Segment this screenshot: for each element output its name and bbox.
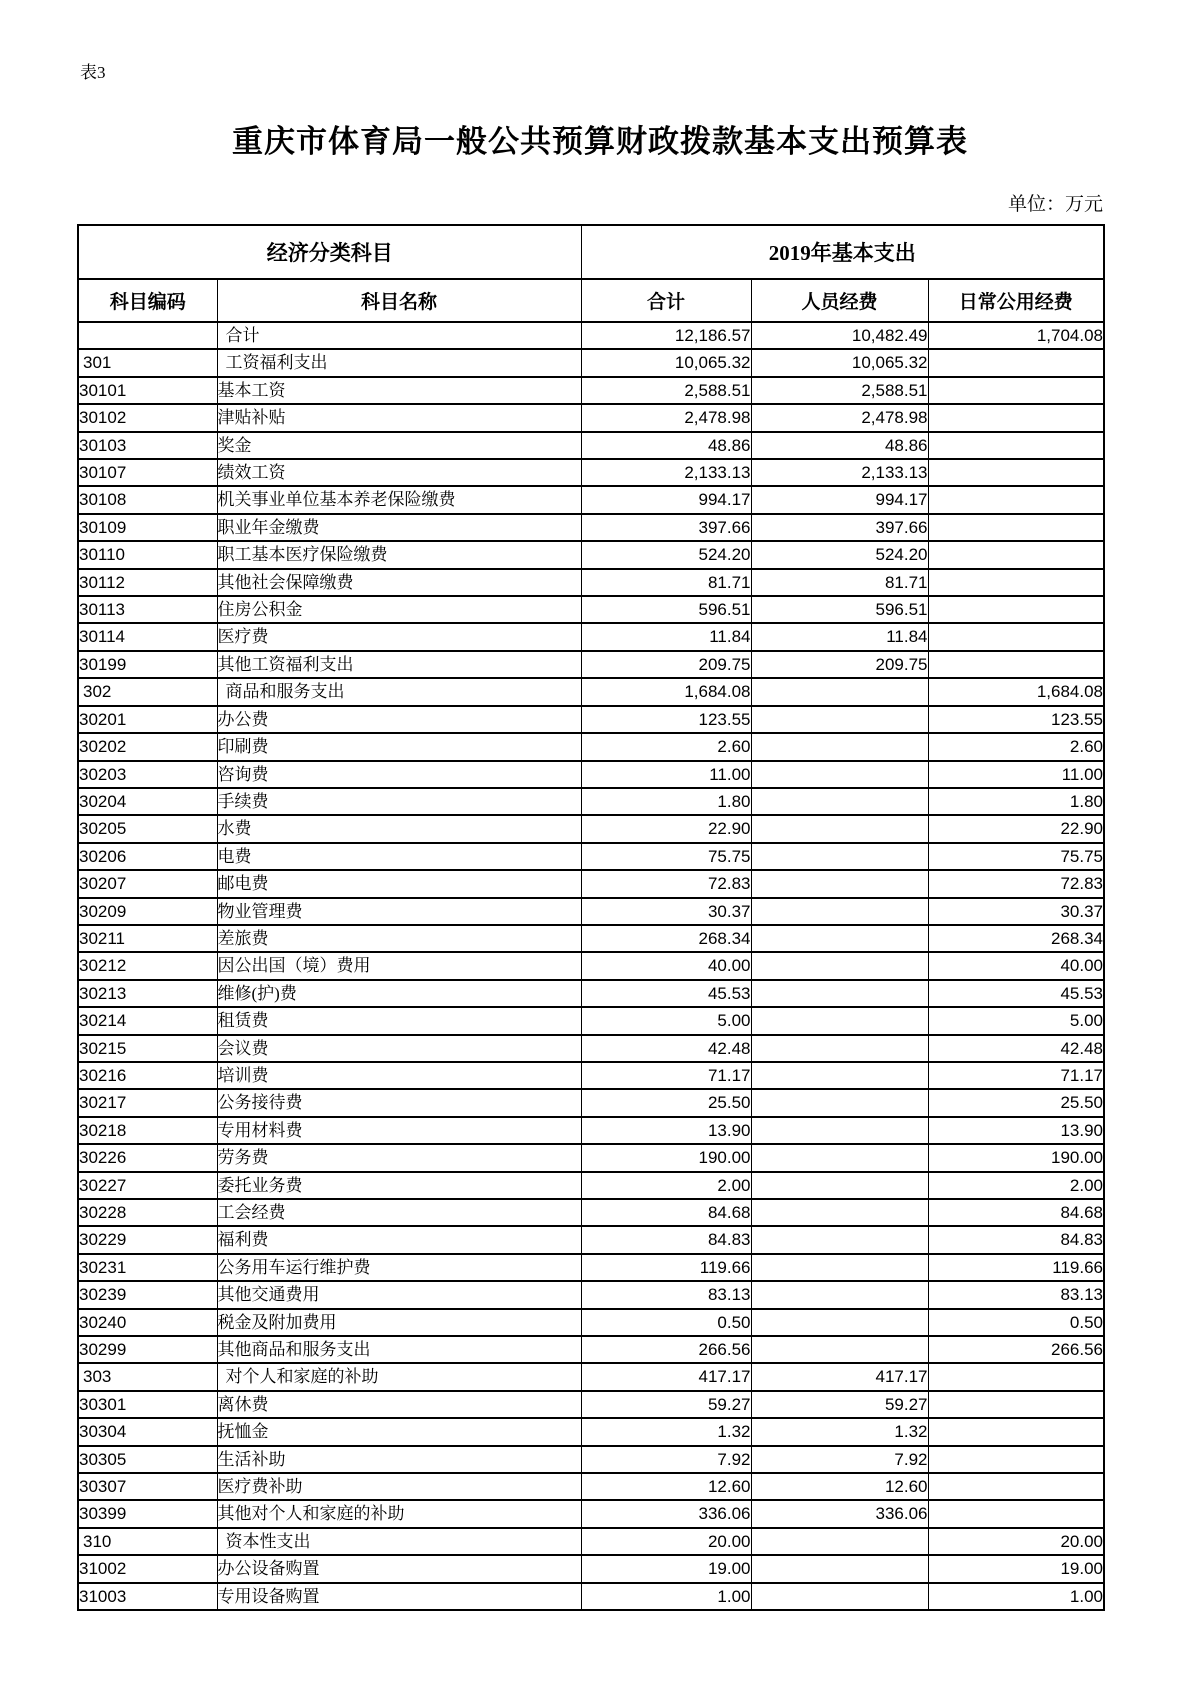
cell-daily: 71.17 [928,1062,1104,1089]
cell-daily [928,349,1104,376]
cell-total: 524.20 [581,541,751,568]
cell-name: 其他交通费用 [217,1281,581,1308]
cell-total: 48.86 [581,432,751,459]
cell-name: 培训费 [217,1062,581,1089]
cell-daily [928,1391,1104,1418]
cell-daily [928,1446,1104,1473]
cell-total: 2.00 [581,1172,751,1199]
cell-code: 30240 [78,1309,217,1336]
cell-name: 住房公积金 [217,596,581,623]
cell-personnel: 2,588.51 [751,377,928,404]
cell-name: 维修(护)费 [217,980,581,1007]
cell-total: 75.75 [581,843,751,870]
cell-total: 1.80 [581,788,751,815]
cell-total: 123.55 [581,706,751,733]
cell-code: 30107 [78,459,217,486]
cell-code: 30231 [78,1254,217,1281]
cell-daily: 1.80 [928,788,1104,815]
cell-code: 31003 [78,1583,217,1610]
cell-total: 994.17 [581,486,751,513]
cell-daily [928,486,1104,513]
header-2019-basic-expenditure: 2019年基本支出 [581,225,1104,279]
sheet-label: 表3 [80,63,106,82]
cell-code: 30113 [78,596,217,623]
cell-code: 30239 [78,1281,217,1308]
cell-personnel: 2,133.13 [751,459,928,486]
cell-daily [928,432,1104,459]
table-row [78,952,1104,979]
cell-personnel: 2,478.98 [751,404,928,431]
table-row [78,980,1104,1007]
column-header-subject-code: 科目编码 [78,279,217,322]
cell-code: 30213 [78,980,217,1007]
cell-name: 资本性支出 [217,1528,581,1555]
table-row [78,1254,1104,1281]
cell-total: 83.13 [581,1281,751,1308]
cell-personnel [751,1035,928,1062]
table-row [78,678,1104,705]
cell-personnel: 81.71 [751,569,928,596]
cell-personnel [751,761,928,788]
cell-name: 生活补助 [217,1446,581,1473]
table-row [78,349,1104,376]
cell-code: 30212 [78,952,217,979]
cell-daily: 20.00 [928,1528,1104,1555]
cell-total: 12.60 [581,1473,751,1500]
cell-personnel [751,706,928,733]
table-row [78,514,1104,541]
cell-name: 抚恤金 [217,1418,581,1445]
cell-name: 津贴补贴 [217,404,581,431]
cell-personnel [751,1089,928,1116]
cell-total: 13.90 [581,1117,751,1144]
cell-total: 12,186.57 [581,322,751,349]
table-row [78,1062,1104,1089]
cell-name: 因公出国（境）费用 [217,952,581,979]
cell-total: 336.06 [581,1500,751,1527]
cell-personnel [751,898,928,925]
cell-daily [928,1500,1104,1527]
cell-name: 其他社会保障缴费 [217,569,581,596]
table-row [78,1500,1104,1527]
cell-code: 30108 [78,486,217,513]
cell-personnel [751,1199,928,1226]
cell-total: 2.60 [581,733,751,760]
cell-total: 20.00 [581,1528,751,1555]
cell-code: 30228 [78,1199,217,1226]
cell-daily [928,459,1104,486]
cell-code: 30109 [78,514,217,541]
cell-code: 30214 [78,1007,217,1034]
cell-name: 印刷费 [217,733,581,760]
cell-total: 1.32 [581,1418,751,1445]
cell-personnel [751,1172,928,1199]
cell-personnel: 596.51 [751,596,928,623]
table-row [78,486,1104,513]
cell-daily: 45.53 [928,980,1104,1007]
cell-daily: 84.68 [928,1199,1104,1226]
table-row [78,815,1104,842]
cell-daily [928,1418,1104,1445]
cell-code: 302 [78,678,217,705]
cell-code: 30209 [78,898,217,925]
table-row [78,788,1104,815]
cell-personnel [751,870,928,897]
cell-name: 邮电费 [217,870,581,897]
cell-daily: 5.00 [928,1007,1104,1034]
cell-total: 7.92 [581,1446,751,1473]
cell-daily [928,623,1104,650]
cell-code: 30399 [78,1500,217,1527]
cell-personnel [751,925,928,952]
table-header-group-row [78,225,1104,279]
cell-total: 45.53 [581,980,751,1007]
cell-total: 81.71 [581,569,751,596]
table-row [78,843,1104,870]
cell-name: 工资福利支出 [217,349,581,376]
cell-name: 会议费 [217,1035,581,1062]
table-row [78,651,1104,678]
cell-code: 30112 [78,569,217,596]
cell-code: 310 [78,1528,217,1555]
table-row [78,1418,1104,1445]
cell-code: 30207 [78,870,217,897]
cell-name: 公务接待费 [217,1089,581,1116]
cell-code: 30101 [78,377,217,404]
cell-daily: 1,704.08 [928,322,1104,349]
cell-personnel [751,980,928,1007]
cell-name: 对个人和家庭的补助 [217,1363,581,1390]
cell-personnel [751,1309,928,1336]
table-row [78,733,1104,760]
cell-daily: 123.55 [928,706,1104,733]
cell-personnel [751,1062,928,1089]
table-row [78,1226,1104,1253]
cell-code: 303 [78,1363,217,1390]
cell-daily: 190.00 [928,1144,1104,1171]
table-row [78,1473,1104,1500]
cell-daily: 0.50 [928,1309,1104,1336]
cell-name: 差旅费 [217,925,581,952]
cell-personnel: 1.32 [751,1418,928,1445]
cell-personnel: 10,482.49 [751,322,928,349]
cell-personnel [751,952,928,979]
cell-total: 40.00 [581,952,751,979]
cell-personnel [751,678,928,705]
table-row [78,1528,1104,1555]
cell-code: 30202 [78,733,217,760]
cell-daily [928,651,1104,678]
cell-daily: 1,684.08 [928,678,1104,705]
cell-code: 30203 [78,761,217,788]
cell-code: 30206 [78,843,217,870]
cell-personnel: 397.66 [751,514,928,541]
cell-personnel [751,1281,928,1308]
cell-daily [928,541,1104,568]
cell-name: 奖金 [217,432,581,459]
table-row [78,1309,1104,1336]
table-row [78,1089,1104,1116]
cell-name: 专用材料费 [217,1117,581,1144]
column-header-personnel: 人员经费 [751,279,928,322]
cell-total: 1.00 [581,1583,751,1610]
table-row [78,706,1104,733]
cell-personnel [751,1117,928,1144]
cell-personnel [751,815,928,842]
cell-total: 5.00 [581,1007,751,1034]
cell-personnel [751,1583,928,1610]
table-row [78,1281,1104,1308]
table-row [78,404,1104,431]
cell-name: 福利费 [217,1226,581,1253]
cell-total: 22.90 [581,815,751,842]
cell-daily: 119.66 [928,1254,1104,1281]
cell-code: 30217 [78,1089,217,1116]
cell-daily: 1.00 [928,1583,1104,1610]
cell-personnel: 994.17 [751,486,928,513]
cell-total: 119.66 [581,1254,751,1281]
cell-name: 委托业务费 [217,1172,581,1199]
cell-daily: 42.48 [928,1035,1104,1062]
cell-name: 其他商品和服务支出 [217,1336,581,1363]
cell-code: 30304 [78,1418,217,1445]
cell-code: 30211 [78,925,217,952]
table-row [78,459,1104,486]
cell-code: 30103 [78,432,217,459]
cell-name: 商品和服务支出 [217,678,581,705]
cell-name: 医疗费补助 [217,1473,581,1500]
cell-code: 30199 [78,651,217,678]
cell-daily: 2.00 [928,1172,1104,1199]
cell-code: 30301 [78,1391,217,1418]
cell-daily [928,1473,1104,1500]
cell-total: 71.17 [581,1062,751,1089]
table-row [78,761,1104,788]
cell-personnel: 12.60 [751,1473,928,1500]
cell-daily: 83.13 [928,1281,1104,1308]
table-row [78,1363,1104,1390]
cell-name: 租赁费 [217,1007,581,1034]
cell-name: 工会经费 [217,1199,581,1226]
cell-daily: 19.00 [928,1555,1104,1582]
budget-table [77,224,1105,1611]
cell-personnel: 11.84 [751,623,928,650]
table-row [78,1035,1104,1062]
cell-personnel [751,1007,928,1034]
cell-name: 职业年金缴费 [217,514,581,541]
table-row [78,870,1104,897]
table-row [78,1199,1104,1226]
cell-code: 30299 [78,1336,217,1363]
cell-personnel [751,1528,928,1555]
cell-code: 30110 [78,541,217,568]
table-row [78,1336,1104,1363]
table-row [78,623,1104,650]
cell-total: 11.84 [581,623,751,650]
cell-total: 268.34 [581,925,751,952]
cell-daily [928,1363,1104,1390]
table-header [78,225,1104,322]
cell-name: 劳务费 [217,1144,581,1171]
cell-code: 30114 [78,623,217,650]
cell-personnel [751,1336,928,1363]
cell-daily: 13.90 [928,1117,1104,1144]
cell-code [78,322,217,349]
cell-name: 其他对个人和家庭的补助 [217,1500,581,1527]
cell-personnel: 48.86 [751,432,928,459]
cell-code: 301 [78,349,217,376]
column-header-subject-name: 科目名称 [217,279,581,322]
cell-daily: 75.75 [928,843,1104,870]
table-body [78,322,1104,1610]
cell-personnel: 336.06 [751,1500,928,1527]
cell-name: 合计 [217,322,581,349]
column-header-daily-public: 日常公用经费 [928,279,1104,322]
cell-name: 其他工资福利支出 [217,651,581,678]
table-row [78,377,1104,404]
cell-personnel: 417.17 [751,1363,928,1390]
cell-personnel: 209.75 [751,651,928,678]
cell-total: 190.00 [581,1144,751,1171]
cell-total: 417.17 [581,1363,751,1390]
cell-total: 72.83 [581,870,751,897]
cell-total: 2,588.51 [581,377,751,404]
page-title: 重庆市体育局一般公共预算财政拨款基本支出预算表 [232,124,968,159]
cell-total: 397.66 [581,514,751,541]
table-row [78,1555,1104,1582]
cell-daily: 25.50 [928,1089,1104,1116]
cell-total: 42.48 [581,1035,751,1062]
cell-total: 0.50 [581,1309,751,1336]
cell-code: 30226 [78,1144,217,1171]
cell-total: 10,065.32 [581,349,751,376]
cell-personnel [751,733,928,760]
cell-code: 30215 [78,1035,217,1062]
cell-code: 30216 [78,1062,217,1089]
cell-daily: 40.00 [928,952,1104,979]
cell-daily [928,569,1104,596]
cell-code: 30307 [78,1473,217,1500]
cell-name: 专用设备购置 [217,1583,581,1610]
cell-name: 绩效工资 [217,459,581,486]
cell-name: 基本工资 [217,377,581,404]
cell-name: 手续费 [217,788,581,815]
cell-total: 266.56 [581,1336,751,1363]
table-row [78,1583,1104,1610]
cell-daily: 30.37 [928,898,1104,925]
cell-name: 税金及附加费用 [217,1309,581,1336]
cell-name: 电费 [217,843,581,870]
cell-daily [928,514,1104,541]
cell-code: 30102 [78,404,217,431]
cell-code: 30305 [78,1446,217,1473]
cell-total: 25.50 [581,1089,751,1116]
cell-name: 机关事业单位基本养老保险缴费 [217,486,581,513]
cell-code: 30218 [78,1117,217,1144]
table-row [78,1117,1104,1144]
cell-personnel [751,843,928,870]
cell-personnel: 10,065.32 [751,349,928,376]
cell-total: 84.83 [581,1226,751,1253]
table-row [78,541,1104,568]
cell-daily: 11.00 [928,761,1104,788]
cell-total: 2,478.98 [581,404,751,431]
cell-personnel: 524.20 [751,541,928,568]
cell-daily: 2.60 [928,733,1104,760]
cell-name: 办公设备购置 [217,1555,581,1582]
cell-name: 医疗费 [217,623,581,650]
cell-personnel [751,1254,928,1281]
cell-name: 物业管理费 [217,898,581,925]
cell-name: 职工基本医疗保险缴费 [217,541,581,568]
cell-daily [928,377,1104,404]
cell-name: 咨询费 [217,761,581,788]
header-economic-classification: 经济分类科目 [78,225,581,279]
table-row [78,1172,1104,1199]
cell-total: 19.00 [581,1555,751,1582]
column-header-total: 合计 [581,279,751,322]
cell-daily: 22.90 [928,815,1104,842]
cell-total: 59.27 [581,1391,751,1418]
cell-name: 公务用车运行维护费 [217,1254,581,1281]
cell-total: 30.37 [581,898,751,925]
table-row [78,569,1104,596]
cell-daily: 266.56 [928,1336,1104,1363]
cell-daily: 268.34 [928,925,1104,952]
table-row [78,898,1104,925]
cell-total: 209.75 [581,651,751,678]
cell-personnel [751,1555,928,1582]
cell-code: 30227 [78,1172,217,1199]
cell-daily: 72.83 [928,870,1104,897]
cell-total: 2,133.13 [581,459,751,486]
cell-code: 30205 [78,815,217,842]
cell-code: 30229 [78,1226,217,1253]
cell-personnel: 59.27 [751,1391,928,1418]
table-header-columns-row [78,279,1104,322]
cell-name: 离休费 [217,1391,581,1418]
table-row [78,1391,1104,1418]
table-row [78,1007,1104,1034]
cell-total: 596.51 [581,596,751,623]
cell-total: 11.00 [581,761,751,788]
table-row [78,925,1104,952]
table-row [78,322,1104,349]
cell-name: 水费 [217,815,581,842]
cell-code: 30201 [78,706,217,733]
table-row [78,596,1104,623]
cell-name: 办公费 [217,706,581,733]
cell-personnel [751,788,928,815]
table-row [78,432,1104,459]
cell-daily [928,596,1104,623]
unit-note: 单位：万元 [1007,194,1103,215]
cell-daily: 84.83 [928,1226,1104,1253]
cell-total: 84.68 [581,1199,751,1226]
cell-code: 31002 [78,1555,217,1582]
cell-personnel [751,1144,928,1171]
cell-daily [928,404,1104,431]
cell-personnel: 7.92 [751,1446,928,1473]
table-row [78,1144,1104,1171]
cell-code: 30204 [78,788,217,815]
table-row [78,1446,1104,1473]
cell-personnel [751,1226,928,1253]
cell-total: 1,684.08 [581,678,751,705]
